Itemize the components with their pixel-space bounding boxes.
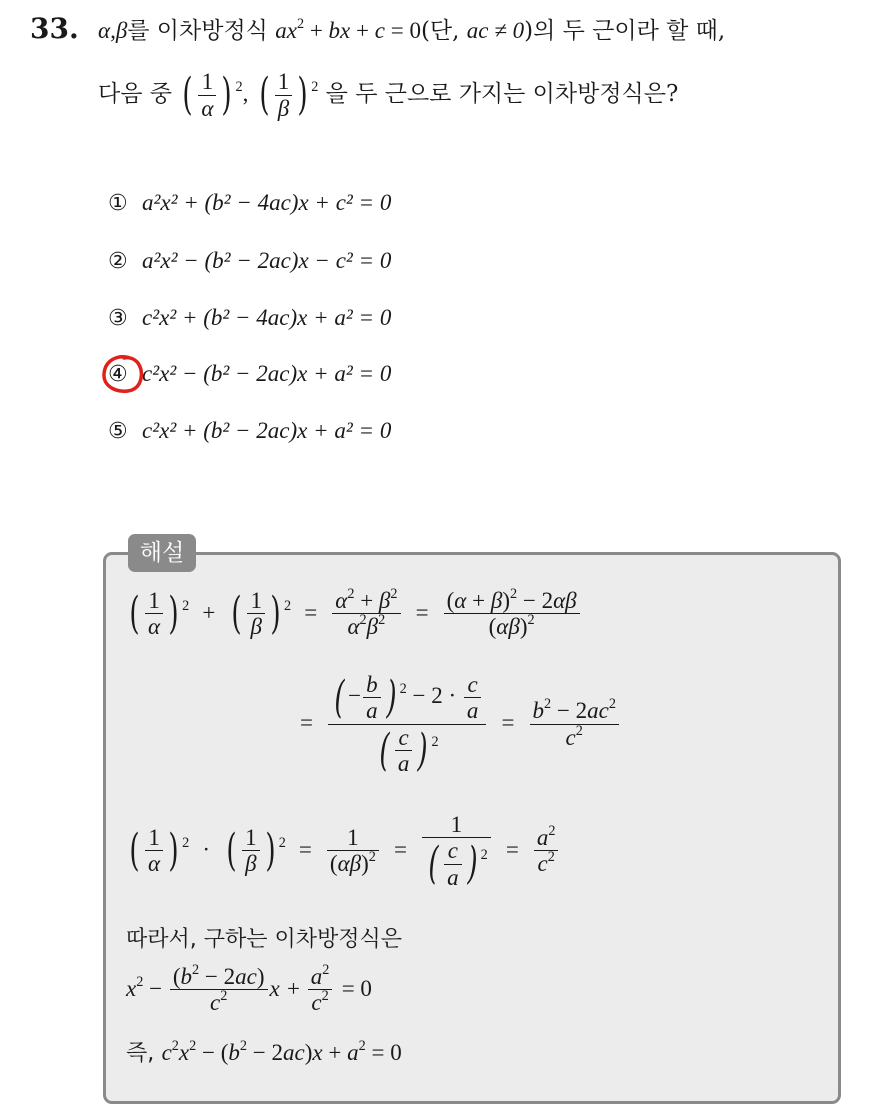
choice-4[interactable] bbox=[108, 361, 391, 387]
choice-equation: a²x² − (b² − 2ac)x − c² = 0 bbox=[142, 248, 392, 273]
choice-equation: c²x² + (b² − 4ac)x + a² = 0 bbox=[142, 305, 392, 330]
question-number: 33. bbox=[30, 12, 79, 45]
roots-label: α,β bbox=[98, 18, 128, 43]
solution-label: 해설 bbox=[128, 534, 196, 572]
final-prefix: 즉, bbox=[126, 1041, 155, 1066]
choice-5[interactable] bbox=[108, 418, 391, 444]
solution-derived-equation: $x^2$ − $\frac{(b^2 - 2ac)}{c^2}$ x + $\frac{a^2}{c^2}$ = 0 bbox=[126, 962, 372, 1016]
question-text-1: 를 이차방정식 bbox=[127, 18, 268, 44]
solution-conclusion-text: 따라서, 구하는 이차방정식은 bbox=[126, 927, 403, 952]
choice-equation: c²x² + (b² − 2ac)x + a² = 0 bbox=[142, 418, 392, 443]
root-square-beta: ( $\frac{1}{\beta}$ ) $^2$ bbox=[259, 69, 319, 121]
choice-1[interactable] bbox=[108, 190, 391, 216]
choice-number: ③ bbox=[108, 306, 128, 331]
question-line-2: 다음 중 ( $\frac{1}{\alpha}$ ) $^2$, ( $\frac{1}{\beta}$ ) $^2$ 을 두 근으로 가지는 이차방정식은? bbox=[98, 69, 679, 121]
choice-number: ① bbox=[108, 191, 128, 216]
answer-circle-mark bbox=[100, 352, 146, 396]
choice-3[interactable] bbox=[108, 305, 391, 331]
choice-2[interactable] bbox=[108, 248, 391, 274]
condition-close: ) bbox=[524, 18, 534, 44]
quadratic-equation: $ax^2$ + bx + c = 0 bbox=[275, 16, 421, 43]
condition: ac ≠ 0 bbox=[466, 18, 525, 43]
question-line-1 bbox=[98, 16, 725, 46]
choice-number: ④ bbox=[108, 362, 128, 387]
choice-number: ② bbox=[108, 249, 128, 274]
question-text-2: 의 두 근이라 할 때, bbox=[533, 18, 726, 44]
choice-equation: c²x² − (b² − 2ac)x + a² = 0 bbox=[142, 361, 392, 386]
condition-open: (단, bbox=[420, 18, 460, 44]
solution-product-line: ( $\frac{1}{\alpha}$ ) $^2$ · ( $\frac{1}{\beta}$ ) $^2$ = $\frac{1}{(\alpha\beta)^2}$ = 1 ( $\frac{c}{a}$ ) $^2$ = $\frac{a^2}{c^2}$ bbox=[126, 812, 560, 890]
choice-number: ⑤ bbox=[108, 419, 128, 444]
choice-equation: a²x² + (b² − 4ac)x + c² = 0 bbox=[142, 190, 392, 215]
solution-sum-line-2: = ( − $\frac{b}{a}$ ) $^2$ − 2 · $\frac{c}{a}$ ( $\frac{c}{a}$ ) $^2$ = $\frac{b^2 - 2ac^2}{c^2}$ bbox=[300, 672, 621, 776]
question-text-4: 을 두 근으로 가지는 이차방정식은? bbox=[325, 81, 679, 107]
solution-final-equation: 즉, $c^2x^2 - (b^2 - 2ac)x + a^2 = 0$ bbox=[126, 1038, 402, 1066]
solution-sum-line-1: ( $\frac{1}{\alpha}$ ) $^2$ + ( $\frac{1}{\beta}$ ) $^2$ = $\frac{\alpha^2 + \beta^2}{\alpha^2\beta^2}$ = $\frac{(\alpha + \beta)^2 - 2\alpha\beta}{(\alpha\beta)^2}$ bbox=[126, 588, 582, 640]
question-text-3: 다음 중 bbox=[98, 81, 172, 107]
root-square-alpha: ( $\frac{1}{\alpha}$ ) $^2$ bbox=[182, 69, 243, 121]
